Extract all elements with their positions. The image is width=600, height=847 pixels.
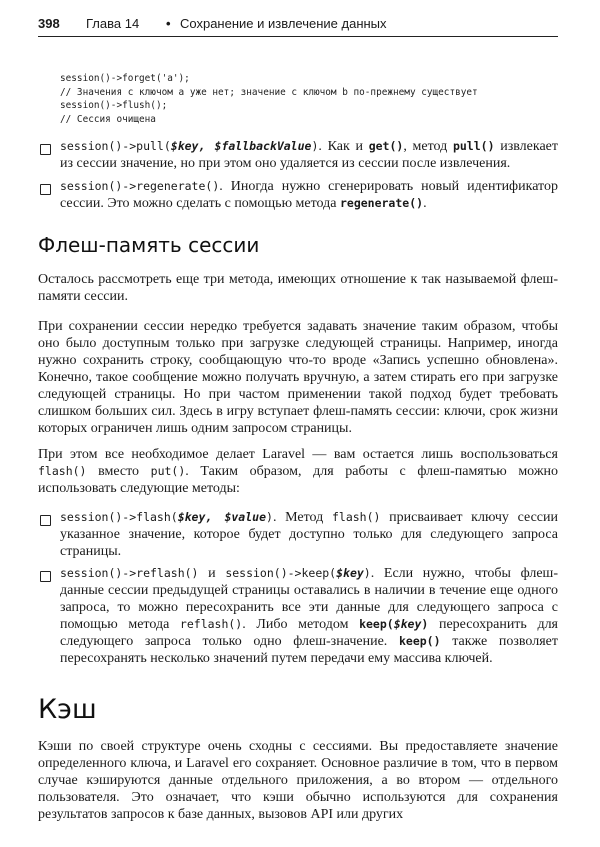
running-header xyxy=(38,14,558,37)
bullet-box-icon xyxy=(40,515,51,526)
page-number: 398 xyxy=(38,16,60,31)
bullet-box-icon xyxy=(40,571,51,582)
paragraph: При сохранении сессии нередко требуется задавать значение таким образом, чтобы оно было доступным только при загрузке следующей страницы. Например, иногда нужно сохранить строку, сообщающую что-то вроде «Запись успешно обновлена». Конечно, такое сообщение можно получать вручную, а затем стирать его при загрузке следующей страницы. Но при частом применении такой подход будет требовать слишком больших сил. Здесь в игру вступает флеш-память сессии: ключи, срок жизни которых ограничен лишь одним запросом страницы. xyxy=(38,319,558,436)
bullet-box-icon xyxy=(40,184,51,195)
bullet-regenerate: session()->regenerate(). Иногда нужно сгенерировать новый идентификатор сессии. Это можно сделать с помощью метода regenerate(). xyxy=(60,179,558,211)
paragraph: Кэши по своей структуре очень сходны с сессиями. Вы предоставляете значение определенного ключа, и Laravel его сохраняет. Основное различие в том, что в первом случае кэшируются данные отдельного приложения, а во втором — отдельного пользователя. Это означает, что кэши обычно используются для сохранения результатов запросов к базе данных, вызовов API или других xyxy=(38,739,558,822)
chapter-label: Глава 14 xyxy=(86,16,140,31)
paragraph: Осталось рассмотреть еще три метода, имеющих отношение к так называемой флеш-памяти сессии. xyxy=(38,272,558,304)
code-block xyxy=(60,72,478,126)
bullet-pull: session()->pull($key, $fallbackValue). Как и get(), метод pull() извлекает из сессии значение, но при этом оно удаляется из сессии после извлечения. xyxy=(60,139,558,171)
code-line: // Сессия очищена xyxy=(60,113,156,125)
bullet-box-icon xyxy=(40,144,51,155)
section-heading-cache: Кэш xyxy=(38,694,97,725)
chapter-title: Сохранение и извлечение данных xyxy=(180,16,387,31)
bullet-reflash-keep: session()->reflash() и session()->keep($key). Если нужно, чтобы флеш-данные сессии предыдущей страницы оставались в наличии в течение еще одного запроса, то можно пересохранить все эти данные для следующего запроса с помощью метода reflash(). Либо методом keep($key) пересохранить для следующего запроса только одно флеш-значение. keep() также позволяет пересохранять несколько значений путем передачи ему массива ключей. xyxy=(60,566,558,666)
code-line: // Значения с ключом a уже нет; значение с ключом b по-прежнему существует xyxy=(60,86,478,98)
paragraph: При этом все необходимое делает Laravel — вам остается лишь воспользоваться flash() вместо put(). Таким образом, для работы с флеш-памятью можно использовать следующие методы: xyxy=(38,447,558,496)
code-line: session()->forget('a'); xyxy=(60,73,190,84)
header-separator: • xyxy=(166,16,171,31)
bullet-flash: session()->flash($key, $value). Метод flash() присваивает ключу сессии указанное значение, которое будет доступно только для следующего запроса страницы. xyxy=(60,510,558,559)
section-heading-flash: Флеш-память сессии xyxy=(38,233,260,257)
code-line: session()->flush(); xyxy=(60,100,168,111)
